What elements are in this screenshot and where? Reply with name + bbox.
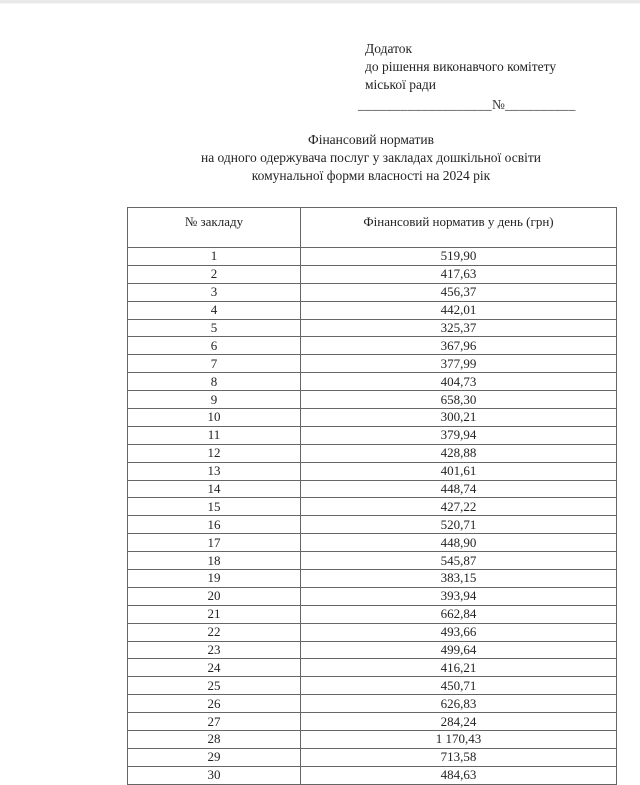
table-row [128, 570, 617, 588]
financial-standard-cell: 520,71 [301, 516, 617, 534]
financial-standard-cell: 428,88 [301, 444, 617, 462]
financial-standard-cell: 448,74 [301, 480, 617, 498]
table-row [128, 283, 617, 301]
institution-number-cell: 6 [128, 337, 301, 355]
financial-standard-cell: 662,84 [301, 605, 617, 623]
table-row [128, 695, 617, 713]
table-row [128, 444, 617, 462]
financial-standard-cell: 1 170,43 [301, 731, 617, 749]
table-row [128, 623, 617, 641]
table-row [128, 641, 617, 659]
financial-standard-cell: 416,21 [301, 659, 617, 677]
financial-standard-cell: 417,63 [301, 265, 617, 283]
financial-standard-cell: 448,90 [301, 534, 617, 552]
financial-standard-cell: 442,01 [301, 301, 617, 319]
title-line-2: на одного одержувача послуг у закладах дошкільної освіти [200, 150, 542, 165]
institution-number-cell: 28 [128, 731, 301, 749]
institution-number-cell: 15 [128, 498, 301, 516]
appendix-line-3: міської ради [365, 77, 437, 92]
financial-standard-cell: 626,83 [301, 695, 617, 713]
financial-standard-cell: 493,66 [301, 623, 617, 641]
table-row [128, 462, 617, 480]
financial-standard-cell: 377,99 [301, 355, 617, 373]
institution-number-cell: 18 [128, 552, 301, 570]
table-row [128, 265, 617, 283]
table-row [128, 587, 617, 605]
table-row [128, 748, 617, 766]
financial-standard-cell: 658,30 [301, 391, 617, 409]
financial-standard-cell: 484,63 [301, 766, 617, 784]
financial-standard-cell: 300,21 [301, 409, 617, 427]
institution-number-cell: 4 [128, 301, 301, 319]
table-row [128, 731, 617, 749]
institution-number-cell: 23 [128, 641, 301, 659]
institution-number-cell: 27 [128, 713, 301, 731]
institution-number-cell: 10 [128, 409, 301, 427]
table-row [128, 498, 617, 516]
institution-number-cell: 1 [128, 248, 301, 266]
institution-number-cell: 11 [128, 426, 301, 444]
title-line-3: комунальної форми власності на 2024 рік [251, 168, 491, 183]
table-row [128, 713, 617, 731]
institution-number-cell: 25 [128, 677, 301, 695]
financial-standard-cell: 284,24 [301, 713, 617, 731]
table-row [128, 409, 617, 427]
institution-number-cell: 24 [128, 659, 301, 677]
table-row [128, 301, 617, 319]
institution-number-cell: 29 [128, 748, 301, 766]
institution-number-cell: 7 [128, 355, 301, 373]
decision-number-line: ___________________№__________ [358, 97, 576, 112]
financial-standard-cell: 367,96 [301, 337, 617, 355]
table-row [128, 319, 617, 337]
institution-number-cell: 3 [128, 283, 301, 301]
table-body [128, 248, 617, 785]
institution-number-cell: 22 [128, 623, 301, 641]
table-row [128, 534, 617, 552]
financial-standard-cell: 393,94 [301, 587, 617, 605]
appendix-line-1: Додаток [365, 41, 413, 56]
appendix-line-2: до рішення виконавчого комітету [365, 59, 557, 74]
institution-number-cell: 20 [128, 587, 301, 605]
institution-number-cell: 19 [128, 570, 301, 588]
financial-standard-cell: 456,37 [301, 283, 617, 301]
title-line-1: Фінансовий норматив [308, 132, 434, 147]
institution-number-cell: 14 [128, 480, 301, 498]
financial-standard-cell: 401,61 [301, 462, 617, 480]
table-row [128, 605, 617, 623]
financial-standard-cell: 379,94 [301, 426, 617, 444]
financial-standard-table [127, 207, 617, 785]
financial-standard-cell: 545,87 [301, 552, 617, 570]
column-header-institution-number: № закладу [128, 208, 301, 248]
financial-standard-cell: 499,64 [301, 641, 617, 659]
institution-number-cell: 8 [128, 373, 301, 391]
table-row [128, 766, 617, 784]
table-row [128, 480, 617, 498]
table-row [128, 391, 617, 409]
table-row [128, 677, 617, 695]
column-header-financial-standard: Фінансовий норматив у день (грн) [301, 208, 617, 248]
page-top-edge [0, 0, 640, 4]
financial-standard-cell: 383,15 [301, 570, 617, 588]
financial-standard-cell: 427,22 [301, 498, 617, 516]
financial-standard-cell: 404,73 [301, 373, 617, 391]
table-row [128, 516, 617, 534]
institution-number-cell: 12 [128, 444, 301, 462]
institution-number-cell: 30 [128, 766, 301, 784]
institution-number-cell: 17 [128, 534, 301, 552]
institution-number-cell: 9 [128, 391, 301, 409]
table-header-row [128, 208, 617, 248]
appendix-block [358, 40, 576, 114]
financial-standard-cell: 450,71 [301, 677, 617, 695]
institution-number-cell: 2 [128, 265, 301, 283]
table-row [128, 426, 617, 444]
table-row [128, 248, 617, 266]
table-row [128, 355, 617, 373]
financial-standard-cell: 713,58 [301, 748, 617, 766]
table-row [128, 373, 617, 391]
institution-number-cell: 5 [128, 319, 301, 337]
document-title [102, 131, 640, 185]
table-row [128, 659, 617, 677]
table-row [128, 552, 617, 570]
institution-number-cell: 16 [128, 516, 301, 534]
financial-standard-cell: 519,90 [301, 248, 617, 266]
financial-standard-cell: 325,37 [301, 319, 617, 337]
table-row [128, 337, 617, 355]
institution-number-cell: 21 [128, 605, 301, 623]
institution-number-cell: 26 [128, 695, 301, 713]
institution-number-cell: 13 [128, 462, 301, 480]
